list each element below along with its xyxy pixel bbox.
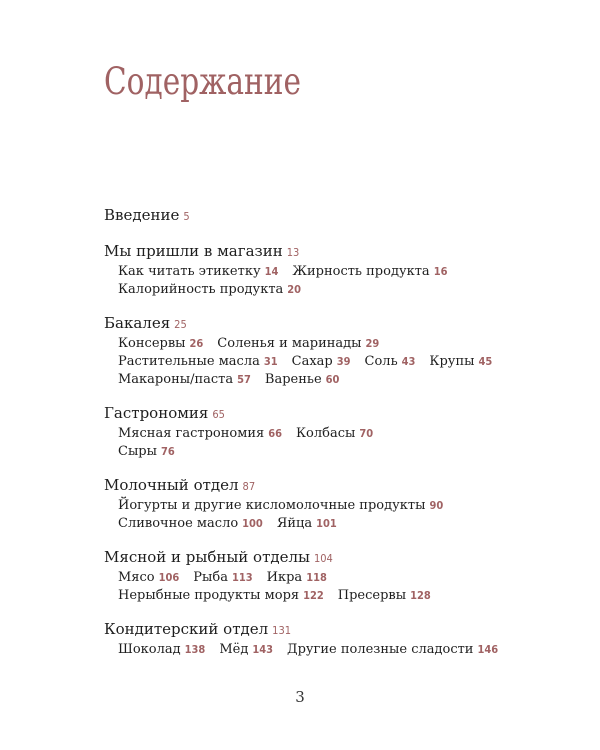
- toc-entry[interactable]: [193, 569, 252, 587]
- toc-entry[interactable]: [118, 641, 205, 659]
- entry-page-number: 29: [365, 337, 380, 350]
- entry-page-number: 16: [433, 265, 448, 278]
- toc-section-heading[interactable]: [104, 241, 574, 263]
- entry-title: Пресервы: [337, 588, 407, 603]
- toc-section: [104, 313, 574, 389]
- toc-entry[interactable]: [118, 353, 278, 371]
- section-page-number: 87: [242, 480, 256, 493]
- toc-subsection-line: [104, 371, 574, 389]
- section-title: Введение: [104, 206, 180, 224]
- entry-title: Мёд: [219, 642, 249, 657]
- entry-page-number: 26: [189, 337, 204, 350]
- toc-entry[interactable]: [118, 569, 179, 587]
- page-title: Содержание: [104, 60, 302, 103]
- entry-title: Икра: [266, 570, 303, 585]
- section-title: Гастрономия: [104, 404, 209, 422]
- toc-subsection-line: [104, 497, 574, 515]
- entry-page-number: 39: [336, 355, 351, 368]
- toc-entry[interactable]: [292, 353, 351, 371]
- entry-title: Калорийность продукта: [118, 282, 284, 297]
- toc-entry[interactable]: [217, 335, 379, 353]
- entry-title: Растительные масла: [118, 354, 260, 369]
- entry-title: Соленья и маринады: [217, 336, 362, 351]
- entry-title: Рыба: [193, 570, 228, 585]
- entry-page-number: 31: [263, 355, 278, 368]
- entry-page-number: 45: [478, 355, 493, 368]
- entry-page-number: 106: [158, 571, 180, 584]
- toc-section-heading[interactable]: [104, 619, 574, 641]
- entry-page-number: 138: [184, 643, 206, 656]
- toc-subsection-line: [104, 569, 574, 587]
- toc-section-heading[interactable]: [104, 313, 574, 335]
- section-page-number: 5: [183, 210, 190, 223]
- toc-section: [104, 403, 574, 461]
- toc-subsection-line: [104, 263, 574, 281]
- entry-page-number: 90: [429, 499, 444, 512]
- entry-title: Жирность продукта: [292, 264, 430, 279]
- section-page-number: 131: [272, 624, 292, 637]
- section-title: Мы пришли в магазин: [104, 242, 283, 260]
- entry-page-number: 128: [410, 589, 431, 602]
- entry-title: Яйца: [276, 516, 313, 531]
- entry-page-number: 113: [231, 571, 253, 584]
- entry-page-number: 70: [359, 427, 374, 440]
- entry-title: Консервы: [118, 336, 186, 351]
- toc-entry[interactable]: [118, 371, 251, 389]
- toc-entry[interactable]: [118, 443, 175, 461]
- entry-page-number: 57: [237, 373, 251, 386]
- toc-subsection-line: [104, 335, 574, 353]
- entry-title: Другие полезные сладости: [287, 642, 474, 657]
- toc-section-heading[interactable]: [104, 547, 574, 569]
- entry-title: Йогурты и другие кисломолочные продукты: [118, 498, 426, 513]
- entry-title: Варенье: [264, 372, 322, 387]
- section-title: Кондитерский отдел: [104, 620, 269, 638]
- toc-entry[interactable]: [118, 335, 203, 353]
- section-page-number: 65: [212, 408, 225, 421]
- toc-entry[interactable]: [292, 263, 447, 281]
- entry-page-number: 118: [306, 571, 327, 584]
- entry-page-number: 101: [316, 517, 337, 530]
- toc-entry[interactable]: [118, 425, 282, 443]
- toc-entry[interactable]: [118, 263, 278, 281]
- section-title: Молочный отдел: [104, 476, 239, 494]
- toc-subsection-line: [104, 281, 574, 299]
- section-page-number: 104: [313, 552, 333, 565]
- entry-page-number: 76: [160, 445, 175, 458]
- entry-title: Соль: [364, 354, 398, 369]
- toc-entry[interactable]: [118, 497, 443, 515]
- toc-entry[interactable]: [296, 425, 373, 443]
- toc-section: [104, 547, 574, 605]
- toc-section: [104, 475, 574, 533]
- entry-title: Колбасы: [295, 426, 356, 441]
- section-title: Мясной и рыбный отделы: [104, 548, 310, 566]
- entry-page-number: 146: [477, 643, 499, 656]
- entry-title: Сахар: [291, 354, 333, 369]
- entry-page-number: 20: [287, 283, 302, 296]
- section-title: Бакалея: [104, 314, 171, 332]
- toc-section: [104, 241, 574, 299]
- entry-title: Сливочное масло: [118, 516, 239, 531]
- toc-entry[interactable]: [118, 281, 301, 299]
- entry-page-number: 43: [401, 355, 416, 368]
- entry-page-number: 143: [252, 643, 273, 656]
- toc-subsection-line: [104, 515, 574, 533]
- entry-page-number: 66: [268, 427, 282, 440]
- page-number: 3: [295, 688, 305, 706]
- entry-title: Нерыбные продукты моря: [118, 588, 300, 603]
- toc-entry[interactable]: [429, 353, 492, 371]
- toc-entry[interactable]: [267, 569, 327, 587]
- toc-subsection-line: [104, 425, 574, 443]
- toc-section: [104, 619, 574, 659]
- entry-title: Крупы: [429, 354, 475, 369]
- toc-entry[interactable]: [118, 515, 263, 533]
- toc-subsection-line: [104, 353, 574, 371]
- section-page-number: 25: [174, 318, 187, 331]
- toc-entry[interactable]: [287, 641, 498, 659]
- toc-section-heading[interactable]: [104, 205, 574, 227]
- entry-title: Сыры: [118, 444, 157, 459]
- toc-entry[interactable]: [365, 353, 416, 371]
- toc-entry[interactable]: [265, 371, 340, 389]
- toc-subsection-line: [104, 443, 574, 461]
- toc-subsection-line: [104, 587, 574, 605]
- entry-title: Мясо: [118, 570, 155, 585]
- toc-section-heading[interactable]: [104, 403, 574, 425]
- toc-entry[interactable]: [118, 587, 324, 605]
- entry-page-number: 122: [303, 589, 324, 602]
- toc-section: [104, 205, 574, 227]
- toc-entry[interactable]: [338, 587, 431, 605]
- table-of-contents: [104, 205, 574, 659]
- entry-title: Как читать этикетку: [118, 264, 261, 279]
- entry-title: Шоколад: [118, 642, 181, 657]
- section-page-number: 13: [286, 246, 300, 259]
- entry-title: Макароны/паста: [118, 372, 234, 387]
- entry-page-number: 14: [264, 265, 279, 278]
- toc-entry[interactable]: [219, 641, 273, 659]
- toc-entry[interactable]: [277, 515, 337, 533]
- toc-section-heading[interactable]: [104, 475, 574, 497]
- entry-title: Мясная гастрономия: [118, 426, 265, 441]
- toc-subsection-line: [104, 641, 574, 659]
- entry-page-number: 100: [242, 517, 263, 530]
- entry-page-number: 60: [325, 373, 340, 386]
